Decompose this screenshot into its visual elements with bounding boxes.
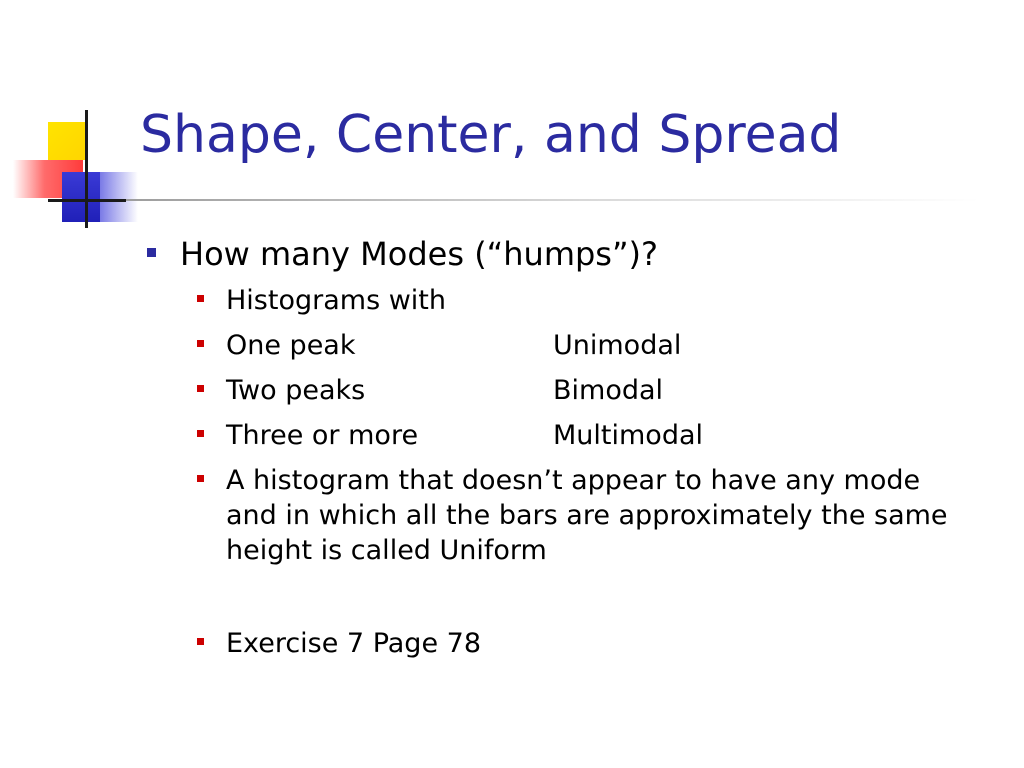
- decorative-yellow-square: [48, 122, 86, 160]
- square-bullet-icon: [197, 475, 204, 482]
- sub-bullet-text: Histograms with: [226, 285, 446, 316]
- sub-bullet-text: Three or more: [226, 420, 419, 451]
- decorative-blue-square: [62, 172, 100, 222]
- uniform-description: A histogram that doesn’t appear to have any mode and in which all the bars are approximately the same height is called Uniform: [226, 465, 948, 566]
- sub-bullet-uniform: [197, 463, 977, 568]
- mode-term: Multimodal: [553, 420, 704, 451]
- decorative-horizontal-line: [48, 199, 126, 202]
- sub-bullet-text: Two peaks: [226, 375, 366, 406]
- square-bullet-icon: [197, 430, 204, 437]
- sub-bullet-exercise: [197, 626, 481, 661]
- mode-term: Unimodal: [553, 330, 682, 361]
- square-bullet-icon: [197, 295, 204, 302]
- sub-bullet-two-peaks: [197, 373, 664, 408]
- sub-bullet-histograms-with: [197, 283, 446, 318]
- exercise-reference: Exercise 7 Page 78: [226, 628, 481, 659]
- square-bullet-icon: [197, 340, 204, 347]
- decorative-vertical-line: [85, 110, 88, 228]
- sub-bullet-one-peak: [197, 328, 682, 363]
- decorative-blue-fade: [100, 172, 138, 222]
- sub-bullet-three-or-more: [197, 418, 704, 453]
- main-bullet: [147, 234, 658, 274]
- mode-term: Bimodal: [553, 375, 664, 406]
- square-bullet-icon: [147, 248, 156, 257]
- slide-title: Shape, Center, and Spread: [140, 105, 842, 165]
- square-bullet-icon: [197, 638, 204, 645]
- main-bullet-text: How many Modes (“humps”)?: [180, 235, 659, 273]
- square-bullet-icon: [197, 385, 204, 392]
- title-underline-rule: [100, 199, 980, 201]
- sub-bullet-text: One peak: [226, 330, 356, 361]
